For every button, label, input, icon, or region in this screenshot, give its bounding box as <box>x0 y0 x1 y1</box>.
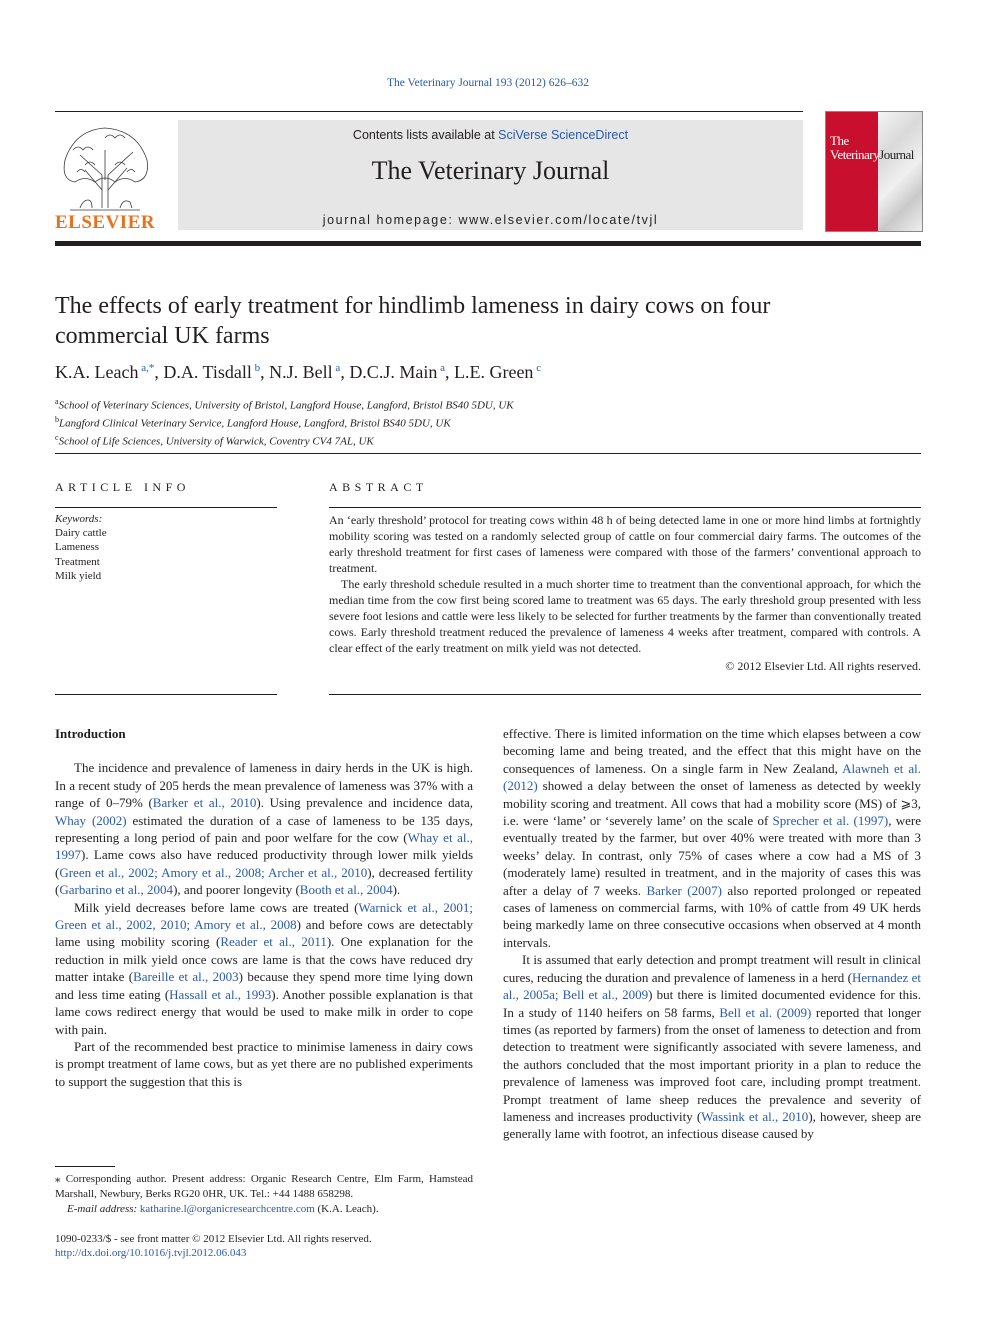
author-name: L.E. Green <box>453 362 534 382</box>
author-name: D.C.J. Main <box>349 362 438 382</box>
author-name: D.A. Tisdall <box>163 362 252 382</box>
body-text: ). Using prevalence and incidence data, <box>256 795 474 811</box>
body-text: Milk yield decreases before lame cows are treated ( <box>74 899 359 915</box>
body-text: reported that longer times (as reported by farmers) from the onset of lameness to detection and from detection to treatment were significantly associated with severe lameness, and the authors concluded that the most important priority in a plan to reduce the prevalence of lameness was improved foot care, including prompt treatment. Prompt treatment of lame sheep reduces the prevalence and severity of lameness and increases productivity ( <box>503 1004 922 1124</box>
article-info-rule <box>55 507 277 508</box>
body-text: ). <box>392 882 401 898</box>
journal-cover-thumbnail[interactable] <box>825 111 923 232</box>
affiliation-line <box>55 395 915 413</box>
citation-link[interactable]: Hassall et al., 1993 <box>169 986 272 1002</box>
citation-link[interactable]: Barker et al., 2010 <box>152 795 257 811</box>
cover-red-panel <box>826 112 878 231</box>
cover-title <box>830 134 920 162</box>
cover-title-line-2: Veterinary <box>830 147 880 162</box>
cover-marble-panel <box>878 112 922 231</box>
affiliation-line <box>55 431 915 449</box>
citation-link[interactable]: Alawneh et al. (2012) <box>503 760 921 794</box>
author-list: K.A. Leach $^{a,*}$, D.A. Tisdall $^b$, N.J. Bell $^a$, D.C.J. Main $^a$, L.E. Green $^c$ <box>55 362 542 382</box>
doi-link[interactable]: http://dx.doi.org/10.1016/j.tvjl.2012.06.043 <box>55 1247 247 1260</box>
cover-title-line-3: Journal <box>879 147 914 162</box>
homepage-label: journal homepage: <box>322 213 459 227</box>
article-info-bottom-rule <box>55 694 277 695</box>
article-title: The effects of early treatment for hindlimb lameness in dairy cows on four commercial UK farms <box>55 293 771 349</box>
affiliation-text: Langford Clinical Veterinary Service, Langford House, Langford, Bristol BS40 5DU, UK <box>59 417 451 430</box>
journal-banner <box>178 120 803 230</box>
contents-prefix: Contents lists available at <box>352 128 499 142</box>
body-paragraph <box>503 951 921 1142</box>
citation-link[interactable]: Green et al., 2002; Amory et al., 2008; Archer et al., 2010 <box>59 864 368 880</box>
contents-availability <box>178 128 803 142</box>
body-paragraph <box>503 725 921 951</box>
abstract-paragraph: The early threshold schedule resulted in a much shorter time to treatment than the conventional approach, for which the median time from the cow first being scored lame to treatment was 65 days. The early threshold group presented with less severe foot lesions and cattle were less likely to be selected for further treatments by the farmer than conventionally treated cows. Early threshold treatment reduced the prevalence of lameness 4 weeks after treatment, compared with controls. A clear effect of the early treatment on milk yield was not detected. <box>329 577 921 655</box>
cover-title-line-1: The <box>830 133 849 148</box>
abstract-heading: ABSTRACT <box>329 480 428 494</box>
keyword: Lameness <box>55 541 99 554</box>
body-text: ). Lame cows also have reduced productivity through lower milk yields ( <box>55 847 473 880</box>
body-text: ) because they spend more time lying down and less time eating ( <box>55 969 473 1002</box>
affiliation-mark: b <box>55 415 59 425</box>
body-text: ), decreased fertility ( <box>55 864 473 898</box>
keywords-block <box>55 512 277 583</box>
author-affiliation-mark[interactable]: a <box>332 362 341 374</box>
journal-name: The Veterinary Journal <box>371 156 610 185</box>
email-owner: (K.A. Leach). <box>314 1202 379 1215</box>
homepage-url[interactable]: www.elsevier.com/locate/tvjl <box>458 213 659 227</box>
front-matter <box>55 1232 473 1260</box>
citation-link[interactable]: Bell et al. (2009) <box>719 1004 812 1020</box>
citation-link[interactable]: Wassink et al., 2010 <box>701 1108 809 1124</box>
citation-link[interactable]: Hernandez et al., 2005a; Bell et al., 2009 <box>503 969 921 1003</box>
body-text: estimated the duration of a case of lameness to be 135 days, representing a long period of pain and poor welfare for the cow ( <box>55 812 474 846</box>
author-name: N.J. Bell <box>269 362 333 382</box>
author-affiliation-mark[interactable]: b <box>251 362 261 374</box>
journal-homepage <box>178 213 803 227</box>
issn-line: 1090-0233/$ - see front matter © 2012 Elsevier Ltd. All rights reserved. <box>55 1233 372 1245</box>
citation-link[interactable]: Whay et al., 1997 <box>55 830 473 863</box>
article-info-heading: ARTICLE INFO <box>55 480 190 494</box>
citation-link[interactable]: Sprecher et al. (1997) <box>772 813 889 829</box>
body-text: Part of the recommended best practice to minimise lameness in dairy cows is prompt treatment of lame cows, but as yet there are no published experiments to support the suggestion that this is <box>55 1038 473 1089</box>
body-paragraph <box>55 759 473 898</box>
introduction-heading: Introduction <box>55 726 126 741</box>
body-text: ), and poorer longevity ( <box>173 882 300 898</box>
citation-link[interactable]: Garbarino et al., 2004 <box>59 882 174 898</box>
elsevier-wordmark: ELSEVIER <box>55 212 156 233</box>
abstract-bottom-rule <box>329 694 921 695</box>
keyword: Dairy cattle <box>55 527 107 540</box>
author-affiliation-mark[interactable]: c <box>533 362 542 374</box>
citation-link[interactable]: Whay (2002) <box>55 812 127 828</box>
citation-link[interactable]: Reader et al., 2011 <box>220 934 327 950</box>
affiliations <box>55 395 915 449</box>
author-affiliation-mark[interactable]: a <box>437 362 445 374</box>
header-thick-rule <box>55 241 921 246</box>
section-rule <box>55 453 921 454</box>
body-text: ). One explanation for the reduction in milk yield once cows are lame is that the cows have reduced dry matter intake ( <box>55 934 473 985</box>
copyright-notice: © 2012 Elsevier Ltd. All rights reserved. <box>725 659 921 673</box>
body-text: showed a delay between the onset of lameness as detected by weekly mobility scoring and treatment. All cows that had a mobility score (MS) of ⩾3, i.e. were ‘lame’ or ‘severely lame’ on the scale of <box>503 778 921 829</box>
affiliation-mark: c <box>55 433 59 443</box>
journal-citation[interactable]: The Veterinary Journal 193 (2012) 626–632 <box>387 77 589 89</box>
affiliation-text: School of Life Sciences, University of Warwick, Coventry CV4 7AL, UK <box>58 435 374 448</box>
header-rule <box>55 111 803 112</box>
abstract-paragraph: An ‘early threshold’ protocol for treating cows within 48 h of being detected lame in one or more hind limbs at fortnightly mobility scoring was tested on a randomly selected group of cattle on four commercial dairy farms. The outcomes of the early threshold treatment for first cases of lameness were compared with those of the farmers’ conventional approach to treatment. <box>329 513 921 575</box>
sciencedirect-link[interactable]: SciVerse ScienceDirect <box>498 128 629 142</box>
email-label: E-mail address: <box>67 1202 138 1215</box>
citation-link[interactable]: Bareille et al., 2003 <box>133 969 239 985</box>
body-paragraph <box>55 899 473 1038</box>
body-text: also reported prolonged or repeated cases of lameness on commercial farms, with 10% of cattle from 49 UK herds being markedly lame on three consecutive occasions when observed at 4 month intervals. <box>503 882 922 950</box>
author-email-link[interactable]: katharine.l@organicresearchcentre.com <box>139 1202 315 1215</box>
body-text: ) and before cows are detectably lame using mobility scoring ( <box>55 917 473 950</box>
abstract-body <box>329 512 921 674</box>
body-text: ), however, sheep are generally lame with footrot, an infectious disease caused by <box>503 1108 922 1142</box>
body-text: ) but there is limited documented evidence for this. In a study of 1140 heifers on 58 farms, <box>503 987 921 1020</box>
body-text: It is assumed that early detection and prompt treatment will result in clinical cures, reducing the duration and prevalence of lameness in a herd ( <box>503 952 921 985</box>
footnote-mark: ⁎ <box>55 1173 61 1185</box>
corresponding-author-footnote <box>55 1172 473 1216</box>
citation-link[interactable]: Warnick et al., 2001; Green et al., 2002, 2010; Amory et al., 2008 <box>55 899 473 933</box>
citation-link[interactable]: Booth et al., 2004 <box>299 882 393 898</box>
keywords-label: Keywords: <box>55 513 103 525</box>
footnote-rule <box>55 1166 115 1167</box>
footnote-text: Corresponding author. Present address: Organic Research Centre, Elm Farm, Hamstead Marshall, Newbury, Berks RG20 0HR, UK. Tel.: +44 1488 658298. <box>55 1173 473 1200</box>
body-text: effective. There is limited information on the time which elapses between a cow becoming lame and being treated, and the effect that this might have on the consequences of lameness. On a single farm in New Zealand, <box>503 726 921 776</box>
body-text: The incidence and prevalence of lameness in dairy herds in the UK is high. In a recent study of 205 herds the mean prevalence of lameness was 37% with a range of 0–79% ( <box>55 760 473 811</box>
keyword: Milk yield <box>55 569 102 582</box>
body-column-left <box>55 725 473 1090</box>
affiliation-mark: a <box>55 397 59 406</box>
affiliation-text: School of Veterinary Sciences, University of Bristol, Langford House, Langford, Bristol BS40 5DU, UK <box>58 399 514 412</box>
body-text: ). Another possible explanation is that lame cows redirect energy that would be used to make milk in order to cope with pain. <box>55 986 473 1037</box>
author-affiliation-mark[interactable]: a,* <box>138 362 155 374</box>
keyword: Treatment <box>55 555 100 568</box>
body-paragraph <box>55 1038 473 1090</box>
body-text: , were eventually treated by the farmer, but over 40% were treated with more than 3 weeks’ delay. In contrast, only 75% of cases where a cow had a MS of 3 (moderately lame) resulted in treatment, and in the majority of cases this was after a delay of 7 weeks. <box>503 813 921 898</box>
citation-link[interactable]: Barker (2007) <box>646 882 722 898</box>
abstract-rule <box>329 507 921 508</box>
affiliation-line <box>55 413 915 431</box>
author-name: K.A. Leach <box>55 362 139 382</box>
body-column-right <box>503 725 921 1143</box>
